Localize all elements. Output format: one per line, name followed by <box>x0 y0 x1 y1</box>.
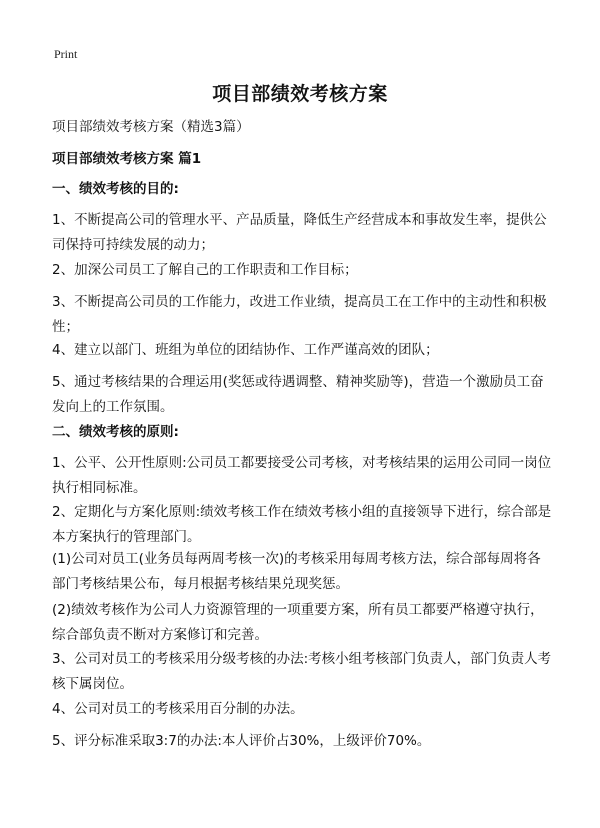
purpose-item-5: 5、通过考核结果的合理运用(奖惩或待遇调整、精神奖励等)，营造一个激励员工奋发向上的工作氛围。 <box>52 374 544 415</box>
purpose-item-3: 3、不断提高公司员的工作能力，改进工作业绩，提高员工在工作中的主动性和积极性； <box>52 294 547 335</box>
section-heading-principles: 二、绩效考核的原则: <box>52 424 179 440</box>
subtitle: 项目部绩效考核方案（精选3篇） <box>52 119 250 135</box>
section-heading-purpose: 一、绩效考核的目的: <box>52 181 179 197</box>
document-title: 项目部绩效考核方案 <box>212 83 388 105</box>
principle-item-2-sub-1: (1)公司对员工(业务员每两周考核一次)的考核采用每周考核方法，综合部每周将各部门考核结果公布，每月根据考核结果兑现奖惩。 <box>52 551 541 592</box>
article-heading: 项目部绩效考核方案 篇1 <box>52 151 202 167</box>
principle-item-4: 4、公司对员工的考核采用百分制的办法。 <box>52 701 304 717</box>
purpose-item-1: 1、不断提高公司的管理水平、产品质量，降低生产经营成本和事故发生率，提供公司保持可持续发展的动力； <box>52 212 547 253</box>
purpose-item-4: 4、建立以部门、班组为单位的团结协作、工作严谨高效的团队； <box>52 342 439 358</box>
principle-item-2: 2、定期化与方案化原则:绩效考核工作在绩效考核小组的直接领导下进行，综合部是本方案执行的管理部门。 <box>52 504 552 545</box>
principle-item-2-sub-2: (2)绩效考核作为公司人力资源管理的一项重要方案，所有员工都要严格遵守执行，综合部负责不断对方案修订和完善。 <box>52 602 544 643</box>
print-link[interactable]: Print <box>54 47 78 61</box>
principle-item-3: 3、公司对员工的考核采用分级考核的办法:考核小组考核部门负责人，部门负责人考核下属岗位。 <box>52 651 552 692</box>
purpose-item-2: 2、加深公司员工了解自己的工作职责和工作目标； <box>52 262 358 278</box>
principle-item-1: 1、公平、公开性原则:公司员工都要接受公司考核，对考核结果的运用公司同一岗位执行相同标准。 <box>52 455 552 496</box>
principle-item-5: 5、评分标准采取3:7的办法:本人评价占30%，上级评价70%。 <box>52 733 431 749</box>
